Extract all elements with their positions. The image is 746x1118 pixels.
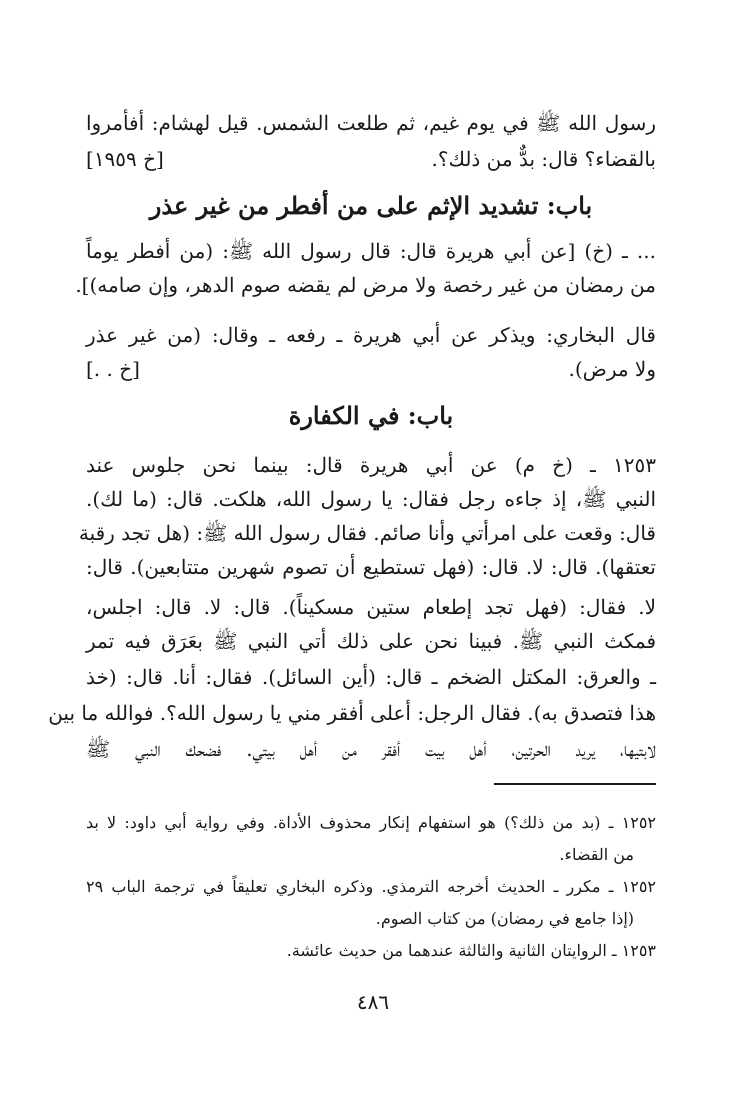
text-line: لا. فقال: (فهل تجد إطعام ستين مسكيناً). قال: لا. قال: اجلس، xyxy=(86,595,656,619)
footnote-line: ١٢٥٢ ـ مكرر ـ الحديث أخرجه الترمذي. وذكره البخاري تعليقاً في ترجمة الباب ٢٩ xyxy=(86,877,656,896)
text-line-content: بالقضاء؟ قال: بدٌّ من ذلك؟. xyxy=(431,147,656,171)
text-line: قال البخاري: ويذكر عن أبي هريرة ـ رفعه ـ وقال: (من غير عذر xyxy=(86,323,656,347)
footnote-separator xyxy=(494,783,656,785)
footnote-line: من القضاء. xyxy=(559,845,634,864)
text-line: من رمضان من غير رخصة ولا مرض لم يقضه صوم الدهر، وإن صامه)]. xyxy=(75,273,656,297)
footnote-line: ١٢٥٣ ـ الروايتان الثانية والثالثة عندهما من حديث عائشة. xyxy=(286,941,656,960)
text-line: فمكث النبي ﷺ. فبينا نحن على ذلك أتي النبي ﷺ بعَرَق فيه تمر xyxy=(86,629,656,653)
text-line: هذا فتصدق به). فقال الرجل: أعلى أفقر مني يا رسول الله؟. فوالله ما بين xyxy=(48,701,656,725)
text-line: تعتقها). قال: لا. قال: (فهل تستطيع أن تصوم شهرين متتابعين). قال: xyxy=(86,555,656,579)
chapter-heading: باب: تشديد الإثم على من أفطر من غير عذر xyxy=(149,191,593,220)
text-line xyxy=(86,142,656,176)
text-line: ... ـ (خ) [عن أبي هريرة قال: قال رسول الله ﷺ: (من أفطر يوماً xyxy=(86,239,656,263)
footnote-line: ١٢٥٢ ـ (بد من ذلك؟) هو استفهام إنكار محذوف الأداة. وفي رواية أبي داود: لا بد xyxy=(86,813,656,832)
reference-tag: [خ ١٩٥٩] xyxy=(86,147,164,171)
text-line: النبي ﷺ، إذ جاءه رجل فقال: يا رسول الله، هلكت. قال: (ما لك). xyxy=(86,487,656,511)
page-number: ٤٨٦ xyxy=(356,990,390,1014)
reference-tag: [خ . .] xyxy=(86,357,140,381)
text-line: رسول الله ﷺ في يوم غيم، ثم طلعت الشمس. قيل لهشام: أفأمروا xyxy=(86,111,656,135)
footnote-line: (إذا جامع في رمضان) من كتاب الصوم. xyxy=(375,909,634,928)
text-line: لابتيها، يريد الحرتين، أهل بيت أفقر من أهل بيتي. فضحك النبي ﷺ xyxy=(86,737,656,761)
chapter-heading: باب: في الكفارة xyxy=(288,401,454,430)
text-line: ١٢٥٣ ـ (خ م) عن أبي هريرة قال: بينما نحن جلوس عند xyxy=(86,453,656,477)
text-line xyxy=(86,352,656,386)
text-line: ـ والعرق: المكتل الضخم ـ قال: (أين السائل). فقال: أنا. قال: (خذ xyxy=(86,665,656,689)
text-line-content: ولا مرض). xyxy=(568,357,656,381)
text-line: قال: وقعت على امرأتي وأنا صائم. فقال رسول الله ﷺ: (هل تجد رقبة xyxy=(78,521,656,545)
